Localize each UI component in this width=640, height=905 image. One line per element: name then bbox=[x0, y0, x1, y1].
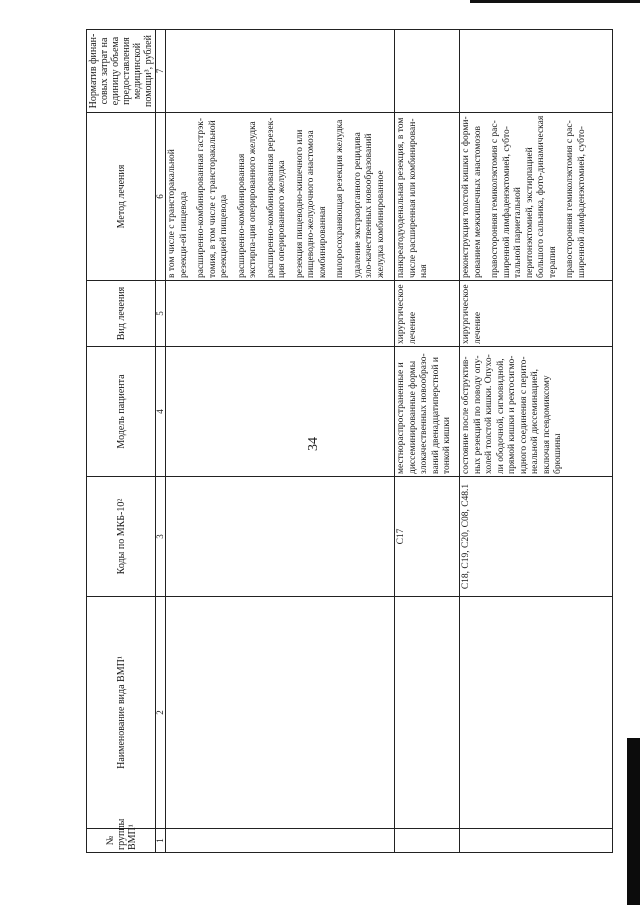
method-item: в том числе с трансторакальной резекци-ей пищевода bbox=[167, 149, 189, 278]
treatment-type-cell: хирургическое лечение bbox=[395, 281, 460, 347]
method-item: пилоросохраняющая резекция желудка bbox=[335, 119, 345, 278]
header-treatment-type: Вид лечения bbox=[87, 281, 156, 347]
header-vmp-name: Наименование вида ВМП¹ bbox=[87, 597, 156, 829]
header-group-number: № группы ВМП¹ bbox=[87, 829, 156, 853]
header-patient-model: Модель пациента bbox=[87, 347, 156, 477]
top-rule-line bbox=[470, 0, 640, 3]
method-item: расширенно-комбинированная экстирпа-ция оперированного желудка bbox=[236, 121, 258, 278]
patient-model-cell: состояние после обструктив-ных резекций по поводу опу-холей толстой кишки. Опухо-ли ободочной, сигмовидной, прямой кишки и ректосигмо-идного соединения с перито-неальной диссеминацией, включая псевдомиксому брюшины bbox=[460, 347, 613, 477]
table-row bbox=[395, 30, 460, 853]
method-item: расширенно-комбинированная ререзек-ция оперированного желудка bbox=[265, 117, 287, 278]
method-item: расширенно-комбинированная гастрэк-томия, в том числе с трансторакальной резекцией пищевода bbox=[196, 117, 229, 278]
treatment-type-cell: хирургическое лечение bbox=[460, 281, 613, 347]
column-number: 3 bbox=[156, 477, 166, 597]
column-number: 5 bbox=[156, 281, 166, 347]
patient-model-cell: местнораспространенные и диссеминированные формы злокачественных новообразо-ваний двенадцатиперстной и тонкой кишки bbox=[395, 347, 460, 477]
column-number: 1 bbox=[156, 829, 166, 853]
rotated-table-container bbox=[86, 30, 606, 853]
column-number: 6 bbox=[156, 113, 166, 281]
method-item: правосторонняя гемиколэктомия с рас-ширенной лимфаденэктомией, субто- bbox=[565, 120, 587, 278]
column-number-row bbox=[156, 30, 166, 853]
method-item: резекция пищеводно-кишечного или пищеводно-желудочного анастомоза комбинированная bbox=[294, 129, 328, 278]
header-icd-codes: Коды по МКБ-10² bbox=[87, 477, 156, 597]
method-cell: панкреатодуоденальная резекция, в том числе расширенная или комбинирован-ная bbox=[395, 113, 460, 281]
icd-codes-cell: C18, C19, C20, C08, C48.1 bbox=[460, 477, 613, 597]
scan-edge-bar bbox=[627, 738, 640, 905]
table-row bbox=[460, 30, 613, 853]
header-cost-norm: Норматив финан-совых затрат на единицу объема предоставления медицинской помощи³, рублей bbox=[87, 30, 156, 113]
column-number: 2 bbox=[156, 597, 166, 829]
table-row bbox=[166, 30, 395, 853]
header-row bbox=[87, 30, 156, 853]
column-number: 4 bbox=[156, 347, 166, 477]
column-number: 7 bbox=[156, 30, 166, 113]
method-item: реконструкция толстой кишки с форми-рованием межкишечных анастомозов bbox=[461, 116, 483, 278]
page-number: 34 bbox=[306, 437, 321, 451]
method-cell bbox=[460, 113, 613, 281]
method-cell bbox=[166, 113, 395, 281]
method-item: правосторонняя гемиколэктомия с рас-ширенной лимфаденэктомией, субто-тальной париетальной перитонэктомией, экстирпацией большого сальника, фото-динамическая терапия bbox=[490, 115, 558, 278]
icd-codes-cell: C17 bbox=[395, 477, 460, 597]
vmp-table bbox=[86, 29, 613, 853]
method-item: удаление экстраорганного рецидива зло-качественных новообразований желудка комбинированное bbox=[352, 132, 386, 278]
header-treatment-method: Метод лечения bbox=[87, 113, 156, 281]
